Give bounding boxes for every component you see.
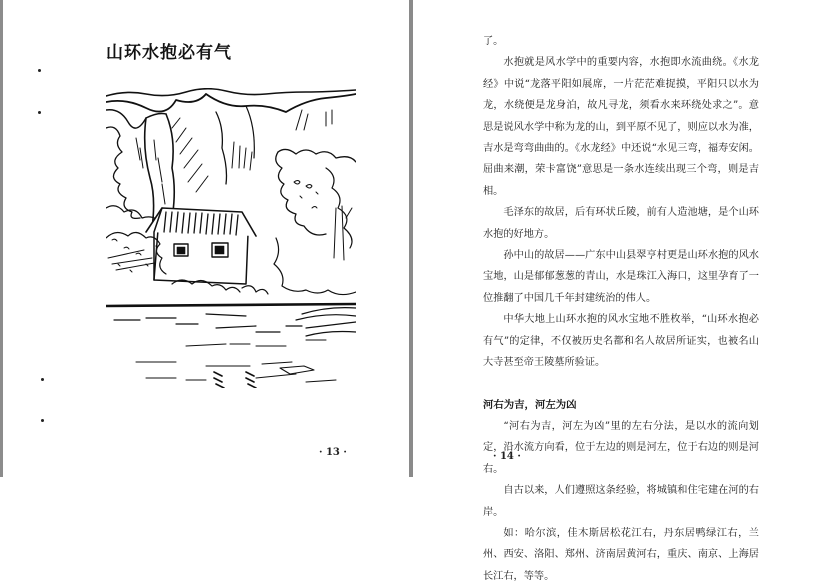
margin-binding-dot [38,69,41,72]
landscape-illustration [106,88,356,388]
page-number-right: · 14 · [493,451,521,462]
paragraph: 毛泽东的故居，后有环状丘陵，前有人造池塘，是个山环水抱的好地方。 [483,207,759,240]
body-text [483,31,759,587]
paragraph: 水抱就是风水学中的重要内容，水抱即水流曲绕。《水龙经》中说“龙落平阳如展席，一片茫茫难捉摸，平阳只以水为龙，水绕便是龙身泊，故凡寻龙，须看水来环绕处求之”。意思是说风水学中称为龙的山，到平原不见了，则应以水为准，吉水是弯弯曲曲的。《水龙经》中还说“水见三弯，福寿安闲。屈曲来潮，荣卡富饶”意思是一条水连续出现三个弯，则是吉相。 [483,57,759,197]
paragraph: 中华大地上山环水抱的风水宝地不胜枚举，“山环水抱必有气”的定律，不仅被历史名都和名人故居所证实，也被名山大寺甚至帝王陵墓所验证。 [483,314,759,369]
page-13 [3,0,409,477]
paragraph-continuation: 了。 [483,36,504,47]
chapter-title: 山环水抱必有气 [106,43,232,63]
margin-binding-dot [38,111,41,114]
page-14 [413,0,821,582]
paragraph: 自古以来，人们遵照这条经验，将城镇和住宅建在河的右岸。 [483,485,759,518]
margin-binding-dot [41,419,44,422]
section-heading: 河右为吉，河左为凶 [483,398,577,411]
paragraph: 如：哈尔滨，佳木斯居松花江右，丹东居鸭绿江右，兰州、西安、洛阳、郑州、济南居黄河右，重庆、南京、上海居长江右，等等。 [483,527,759,582]
paragraph: “河右为吉，河左为凶”里的左右分法，是以水的流向划定，沿水流方向看，位于左边的则是河左，位于右边的则是河右。 [483,420,759,475]
page-number-left: · 13 · [319,447,347,458]
paragraph: 孙中山的故居——广东中山县翠亨村更是山环水抱的风水宝地，山是郁郁葱葱的青山，水是珠江入海口，这里孕育了一位推翻了中国几千年封建统治的伟人。 [483,250,759,304]
margin-binding-dot [41,378,44,381]
